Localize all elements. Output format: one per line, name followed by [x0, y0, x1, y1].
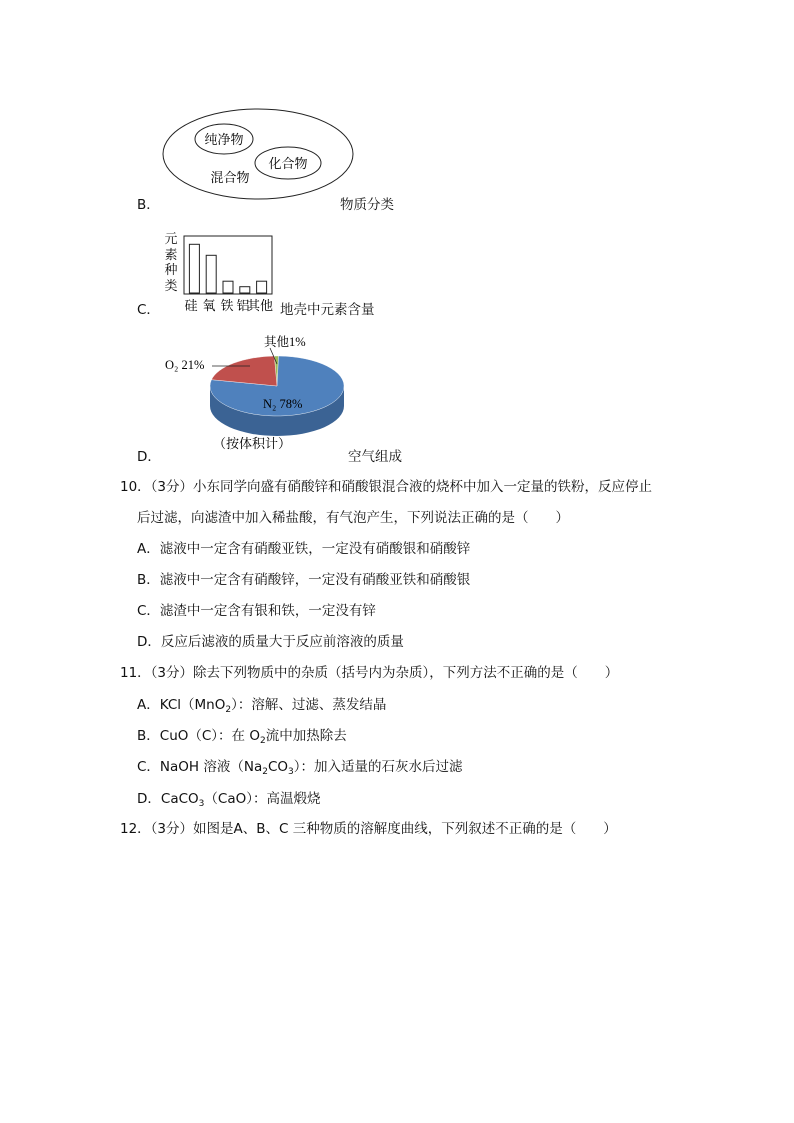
bar-category-label: 铁: [220, 299, 234, 314]
option-d-letter: D．: [137, 449, 161, 465]
q11-b-text: B．CuO（C）：在 O: [137, 728, 260, 744]
bar-1: [206, 255, 216, 293]
option-b-caption: 物质分类: [340, 197, 394, 213]
q11-b-text-end: 流中加热除去: [265, 728, 347, 744]
y-label-char: 种: [164, 263, 178, 278]
pie-label-n2: N₂ 78%: [263, 397, 303, 411]
q10-option-b: B．滤液中一定含有硝酸锌，一定没有硝酸亚铁和硝酸银: [137, 572, 471, 588]
q11-d-text: D．CaCO: [137, 791, 199, 807]
q11-c-text: C．NaOH 溶液（Na: [137, 759, 263, 775]
q12-stem: 12．（3分）如图是A、B、C 三种物质的溶解度曲线，下列叙述不正确的是（ ）: [120, 821, 617, 837]
mixture-label: 混合物: [210, 171, 250, 186]
air-composition-pie-chart: [160, 330, 360, 450]
y-label-char: 素: [164, 247, 178, 263]
q11-option-a: [137, 696, 386, 719]
option-d-caption: 空气组成: [348, 449, 402, 465]
q11-option-d: [137, 790, 320, 813]
bar-category-label: 氧: [202, 299, 216, 314]
y-label-char: 元: [164, 232, 178, 247]
q11-option-b: [137, 727, 347, 750]
bar-0: [189, 244, 199, 293]
q11-stem: 11．（3分）除去下列物质中的杂质（括号内为杂质），下列方法不正确的是（ ）: [120, 665, 619, 681]
q11-a-text: A．KCl（MnO: [137, 697, 226, 713]
q11-a-subscript: 2: [225, 705, 232, 715]
bar-category-label: 铝: [236, 299, 250, 314]
q10-stem-line1: 10．（3分）小东同学向盛有硝酸锌和硝酸银混合液的烧杯中加入一定量的铁粉，反应停止: [120, 479, 653, 495]
q11-c-text-end: ）：加入适量的石灰水后过滤: [293, 759, 463, 775]
bar-category-label: 硅: [184, 299, 198, 314]
q11-d-text-end: （CaO）：高温煅烧: [204, 791, 321, 807]
bar-3: [240, 287, 250, 293]
bar-chart-y-label: [162, 232, 180, 294]
option-c-letter: C．: [137, 302, 160, 318]
mixture-ellipse: [163, 109, 353, 199]
q11-option-c: [137, 758, 463, 781]
option-c-caption: 地壳中元素含量: [280, 302, 375, 318]
q10-option-a: A．滤液中一定含有硝酸亚铁，一定没有硝酸银和硝酸锌: [137, 541, 471, 557]
q10-option-d: D．反应后滤液的质量大于反应前溶液的质量: [137, 634, 404, 650]
pure-substance-label: 纯净物: [204, 133, 244, 148]
compound-label: 化合物: [268, 157, 308, 172]
bar-2: [223, 281, 233, 293]
q10-stem-line2: 后过滤，向滤渣中加入稀盐酸，有气泡产生，下列说法正确的是（ ）: [137, 510, 569, 526]
q10-option-c: C．滤渣中一定含有银和铁，一定没有锌: [137, 603, 376, 619]
option-b-letter: B．: [137, 197, 160, 213]
y-label-char: 类: [164, 278, 178, 294]
element-content-bar-chart: [180, 234, 276, 316]
bar-4: [257, 281, 267, 293]
q11-b-subscript: 2: [259, 736, 266, 746]
pie-label-other: 其他1%: [264, 335, 306, 349]
pie-basis-note: （按体积计）: [212, 437, 292, 450]
classification-diagram: [160, 108, 360, 202]
pie-label-o2: O₂ 21%: [165, 358, 205, 372]
q11-a-text-end: ）：溶解、过滤、蒸发结晶: [231, 697, 387, 713]
bar-category-label: 其他: [246, 299, 274, 314]
q11-c-subscript-1: 2: [262, 767, 268, 777]
q11-d-subscript: 3: [198, 799, 205, 809]
q11-c-text-mid: CO: [267, 759, 289, 775]
q11-c-subscript-2: 3: [288, 767, 294, 777]
